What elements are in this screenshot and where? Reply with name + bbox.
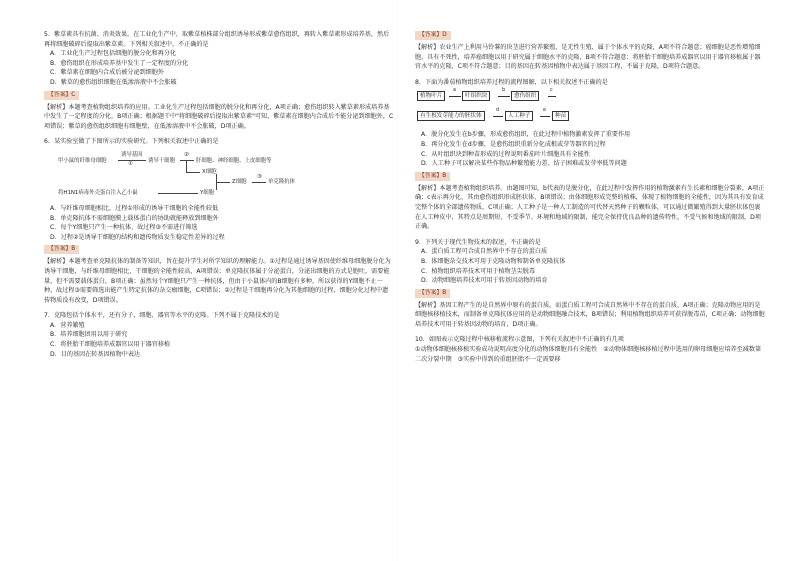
option-c: C．将胚胎干细胞培养成器官以用于器官移植 [50,341,171,349]
explanation: 【解析】基因工程产生的是自然界中原有的蛋白质，而蛋白质工程可合成自然界中不存在的蛋白质，A项正确；克隆动物应用的是细胞核移植技术，而制备单克隆抗体应用的是动物细胞融合技术，B项错误；利用植物组织培养可获得脱毒苗，C项正确；动物细胞培养技术可用于转基因动物的培育，D项正确。 [415,301,765,328]
question-8 [415,78,765,232]
flow-arrow [548,96,556,97]
column-divider [397,0,398,561]
question-9 [415,238,765,330]
option-a: A．工业化生产过程包括细胞的脱分化和再分化 [50,50,177,58]
diagram-arrow-label: 诱导基因 [121,151,143,158]
flow-arrow-label: c [550,88,553,94]
diagram-node-product: 单克隆抗体 [268,178,295,185]
flow-arrow-label: b [502,88,506,94]
flow-arrow [493,116,503,117]
option-d: D．紫草的愈伤组织细胞在低渗溶液中不会胀破 [50,78,177,86]
diagram-node-virus: 将H1N1病毒外壳蛋白注入乙小鼠 [58,189,138,196]
question-stem: 7．克隆包括个体水平，还有分子、细胞、器官等水平的克隆。下列不属于克隆技术的是 [44,312,280,320]
option-b: B．体细胞杂交技术可用于克隆动物和制备单克隆抗体 [421,257,566,265]
option-d: D．目的基因在转基因植物中表达 [50,350,141,358]
flow-arrow-label: d [496,108,500,114]
answer-badge: 【答案】D [415,31,451,40]
diagram-line [186,160,187,172]
question-body: ①动物体细胞核移植实验成功说明高度分化的动物体细胞具有全能性 ②动物体细胞核移植过程中选用的卵母细胞应培养至减数第二次分裂中期 ③实验中得到的重组胚胎不一定需要移 [415,346,762,363]
diagram-node-y: Y细胞 [200,189,215,196]
diagram-node-z: Z细胞 [232,178,247,185]
option-b: B．单克隆抗体不需细胞膜上载体蛋白的协助就能释放到细胞外 [50,214,219,222]
option-a: A．脱分化发生在b步骤，形成愈伤组织，在此过程中植物激素发挥了重要作用 [421,131,631,139]
option-d: D．人工种子可以解决某些作物品种繁殖能力差、结子困难或发芽率低等问题 [421,160,627,168]
diagram-node-ips: 诱导干细胞 [148,157,175,164]
question-stem: 10．如图表示克隆过程中核移植流程示意图，下列有关叙述中不正确的有几项 [415,336,624,344]
diagram-arrow [216,182,230,183]
option-c: C．紫草素在细胞内合成后被分泌到细胞外 [50,69,164,77]
option-b: B．愈伤组织在形成培养基中发生了一定程度的分化 [50,59,189,67]
question-7-answer [415,30,765,72]
flow-arrow-label: e [543,108,546,114]
diagram-step-label: ① [128,160,133,167]
question-10 [415,335,765,364]
flow-box-tissue: 叶组织块 [462,91,490,101]
right-column [415,30,765,364]
flow-arrow [449,96,461,97]
experiment-diagram [58,150,358,200]
question-stem: 5．紫草素具有抗菌、消炎效果。在工业化生产中，取紫草植株部分组织诱导形成紫草愈伤组织，再转入紫草素形成培养基，然后再将细胞破碎后提取出紫草素。下列相关叙述中，不正确的是 [44,31,390,48]
diagram-arrow [186,172,200,173]
option-a: A．营养繁殖 [50,321,85,329]
diagram-node-branch: 肝细胞、神经细胞、上皮细胞等 [196,157,272,164]
diagram-step-label: ③ [257,173,262,180]
explanation: 【解析】本题考查植物组织培养。由题图可知，b代表的是脱分化，在此过程中发挥作用的植物激素有生长素和细胞分裂素，A项正确；c表示再分化，其由愈伤组织形成胚状体，B项错误；由体细胞形成完整的植株，体现了植物细胞的全能性，因为其具有发育成完整个体的全部遗传物质，C项正确；人工种子是一种人工制造的可代替天然种子的颗粒体，可以通过微繁殖得到大量胚状体包裹在人工种皮中，其特点是周期短、不受季节、环境和地域的限制，能完全保持优良品种的遗传特性，不受气候和地域的限制，D项正确。 [415,184,765,231]
option-c: C．从叶组织块到种苗形成的过程说明番茄叶片细胞具有全能性 [421,150,590,158]
diagram-arrow [158,193,198,194]
tissue-culture-flowchart [415,89,735,127]
flow-box-embryoid: 有生根发芽能力的胚状体 [417,111,485,121]
answer-badge: 【答案】C [44,91,79,100]
diagram-arrow [180,160,194,161]
diagram-node-x: X细胞 [202,168,217,175]
left-column [44,30,394,359]
flow-box-callus: 愈伤组织 [511,91,539,101]
answer-badge: 【答案】B [415,172,450,181]
diagram-node-fibroblast: 甲小鼠的纤维母细胞 [58,157,107,164]
explanation: 【解析】本题考查单克隆抗体的制备等知识，旨在提升学生对所学知识的理解能力。①过程是通过诱导基因使纤维母细胞脱分化为诱导干细胞，与纤维母细胞相比，干细胞的全能性较高，A项错误；单克隆抗体属于分泌蛋白，分泌出细胞的方式是胞吐，需要能量，但不需要载体蛋白，B项正确；虽然每个Y细胞只产生一种抗体，但由于小鼠体内的B细胞有多种，所以获得的Y细胞不止一种，故过程③需要筛选出能产生特定抗体的杂交瘤细胞，C项错误；②过程是干细胞再分化为其他细胞的过程，细胞分化过程中遗传物质没有改变，D项错误。 [44,258,391,304]
flow-arrow [498,96,510,97]
option-b: B．培养细胞团用以用于研究 [50,331,128,339]
answer-badge: 【答案】B [44,245,79,254]
explanation: 【解析】农业生产上利用马铃薯的块茎进行营养繁殖，是无性生殖，属于个体水平的克隆，A项不符合题意；癌细胞是恶性增殖细胞，具有不死性，培养癌细胞以用于研究属于细胞水平的克隆，B项不符合题意；将胚胎干细胞培养成器官以用于器官移植属于器官水平的克隆，C项不符合题意；目的基因在转基因植物中表达属于基因工程，不属于克隆，D项符合题意。 [415,44,761,71]
flow-box-seed: 人工种子 [505,111,533,121]
diagram-line [216,184,217,190]
question-stem: 8．下面为番茄植物组织培养过程的流程图解，以下相关叙述不正确的是 [415,78,608,86]
flow-box-leaf: 植物叶片 [417,91,445,101]
question-stem: 9．下列关于现代生物技术的叙述，不正确的是 [415,238,541,246]
option-a: A．与纤维母细胞相比，过程①形成的诱导干细胞的全能性较低 [50,204,219,212]
option-d: D．过程②是诱导干细胞的结构和遗传物质发生稳定性差异的过程 [50,233,225,241]
question-6 [44,137,394,305]
option-c: C．每个Y细胞只产生一种抗体，故过程③不需进行筛选 [50,224,198,232]
option-a: A．蛋白质工程可合成自然界中不存在的蛋白质 [421,248,548,256]
flow-box-seedling: 种苗 [552,111,569,121]
explanation: 【解析】本题考查植物组织培养的应用。工业化生产过程包括细胞的脱分化和再分化，A项正确；愈伤组织转入紫草素形成培养基中发生了一定程度的分化，B项正确；根据题干中"将细胞破碎后提取出紫草素"可知，紫草素在细胞内合成后不能分泌到细胞外，C项错误；紫草的愈伤组织细胞有细胞壁，在低渗溶液中不会胀破，D项正确。 [44,103,394,130]
question-stem: 6．某实验室做了下图所示的实验研究。下列相关叙述中正确的是 [44,138,219,146]
question-7 [44,311,394,359]
answer-badge: 【答案】B [415,289,450,298]
diagram-step-label: ② [184,151,189,158]
question-5 [44,30,394,131]
option-b: B．再分化发生在d步骤，是愈伤组织重新分化成根或芽等器官的过程 [421,140,606,148]
option-d: D．动物细胞培养技术可用于转基因动物的培育 [421,277,548,285]
option-c: C．植物组织培养技术可用于植物茎尖脱毒 [421,267,535,275]
flow-arrow [540,116,550,117]
diagram-arrow [252,182,266,183]
flow-arrow-label: a [453,88,456,94]
